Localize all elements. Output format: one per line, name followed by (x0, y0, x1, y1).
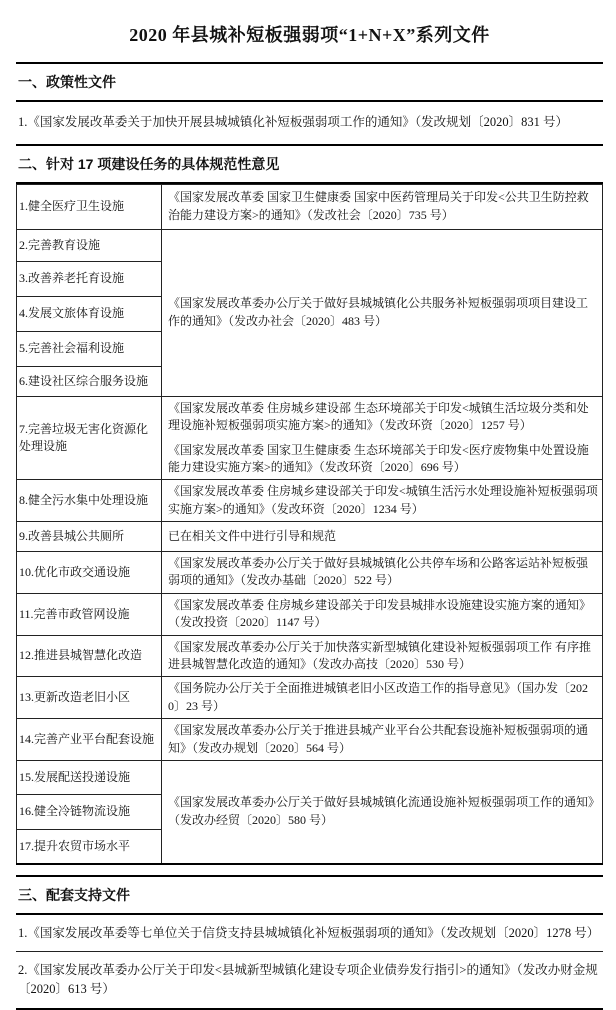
support-item-1: 1.《国家发展改革委等七单位关于信贷支持县城城镇化补短板强弱项的通知》（发改规划〔2020〕1278 号） (16, 915, 603, 953)
table-row (17, 719, 603, 761)
table-row (17, 552, 603, 594)
policy-item-1: 1.《国家发展改革委关于加快开展县城城镇化补短板强弱项工作的通知》（发改规划〔2020〕831 号） (18, 115, 569, 129)
task-cell-7: 7.完善垃圾无害化资源化处理设施 (17, 396, 162, 480)
doc-cell-13: 《国务院办公厅关于全面推进城镇老旧小区改造工作的指导意见》（国办发〔2020〕23 号） (162, 677, 603, 719)
table-row (17, 184, 603, 229)
task-cell-5: 5.完善社会福利设施 (17, 331, 162, 366)
doc-cell-15-17: 《国家发展改革委办公厅关于做好县城城镇化流通设施补短板强弱项工作的通知》（发改办经贸〔2020〕580 号） (162, 761, 603, 864)
support-item-2: 2.《国家发展改革委办公厅关于印发<县城新型城镇化建设专项企业债券发行指引>的通知》（发改办财金规〔2020〕613 号） (16, 952, 603, 1010)
table-row (17, 593, 603, 635)
task-cell-1: 1.健全医疗卫生设施 (17, 184, 162, 229)
task-cell-8: 8.健全污水集中处理设施 (17, 480, 162, 522)
doc-cell-14: 《国家发展改革委办公厅关于推进县城产业平台公共配套设施补短板强弱项的通知》（发改办规划〔2020〕564 号） (162, 719, 603, 761)
task-cell-15: 15.发展配送投递设施 (17, 761, 162, 795)
doc-cell-12: 《国家发展改革委办公厅关于加快落实新型城镇化建设补短板强弱项工作 有序推进县城智慧化改造的通知》（发改办高技〔2020〕530 号） (162, 635, 603, 677)
task-cell-11: 11.完善市政管网设施 (17, 593, 162, 635)
table-row (17, 480, 603, 522)
task-cell-10: 10.优化市政交通设施 (17, 552, 162, 594)
section-heading-support: 三、配套支持文件 (16, 875, 603, 915)
task-cell-13: 13.更新改造老旧小区 (17, 677, 162, 719)
table-row (17, 635, 603, 677)
doc-cell-9: 已在相关文件中进行引导和规范 (162, 522, 603, 552)
section-heading-tasks: 二、针对 17 项建设任务的具体规范性意见 (16, 144, 603, 184)
task-cell-6: 6.建设社区综合服务设施 (17, 366, 162, 396)
task-cell-12: 12.推进县城智慧化改造 (17, 635, 162, 677)
doc-cell-11: 《国家发展改革委 住房城乡建设部关于印发县城排水设施建设实施方案的通知》（发改投资〔2020〕1147 号） (162, 593, 603, 635)
task-cell-9: 9.改善县城公共厕所 (17, 522, 162, 552)
doc-cell-1: 《国家发展改革委 国家卫生健康委 国家中医药管理局关于印发<公共卫生防控救治能力建设方案>的通知》（发改社会〔2020〕735 号） (162, 184, 603, 229)
task-cell-3: 3.改善养老托育设施 (17, 261, 162, 296)
table-row (17, 677, 603, 719)
doc-cell-10: 《国家发展改革委办公厅关于做好县城城镇化公共停车场和公路客运站补短板强弱项的通知》（发改办基础〔2020〕522 号） (162, 552, 603, 594)
doc-cell-2-6: 《国家发展改革委办公厅关于做好县城城镇化公共服务补短板强弱项项目建设工作的通知》（发改办社会〔2020〕483 号） (162, 229, 603, 396)
task-cell-2: 2.完善教育设施 (17, 229, 162, 261)
task-cell-14: 14.完善产业平台配套设施 (17, 719, 162, 761)
doc-paragraph: 《国家发展改革委 住房城乡建设部 生态环境部关于印发<城镇生活垃圾分类和处理设施补短板强弱项实施方案>的通知》（发改环资〔2020〕1257 号） (168, 400, 589, 433)
tasks-table (16, 184, 603, 865)
task-cell-16: 16.健全冷链物流设施 (17, 795, 162, 830)
table-row (17, 522, 603, 552)
table-row (17, 761, 603, 795)
doc-cell-7 (162, 396, 603, 480)
task-cell-4: 4.发展文旅体育设施 (17, 296, 162, 331)
table-row (17, 396, 603, 480)
task-cell-17: 17.提升农贸市场水平 (17, 830, 162, 864)
doc-paragraph: 《国家发展改革委 国家卫生健康委 生态环境部关于印发<医疗废物集中处置设施能力建设实施方案>的通知》（发改环资〔2020〕696 号） (168, 442, 589, 474)
section-heading-policy: 一、政策性文件 (16, 62, 603, 102)
table-row (17, 229, 603, 261)
page-title: 2020 年县城补短板强弱项“1+N+X”系列文件 (129, 25, 490, 45)
doc-cell-8: 《国家发展改革委 住房城乡建设部关于印发<城镇生活污水处理设施补短板强弱项实施方案>的通知》（发改环资〔2020〕1234 号） (162, 480, 603, 522)
